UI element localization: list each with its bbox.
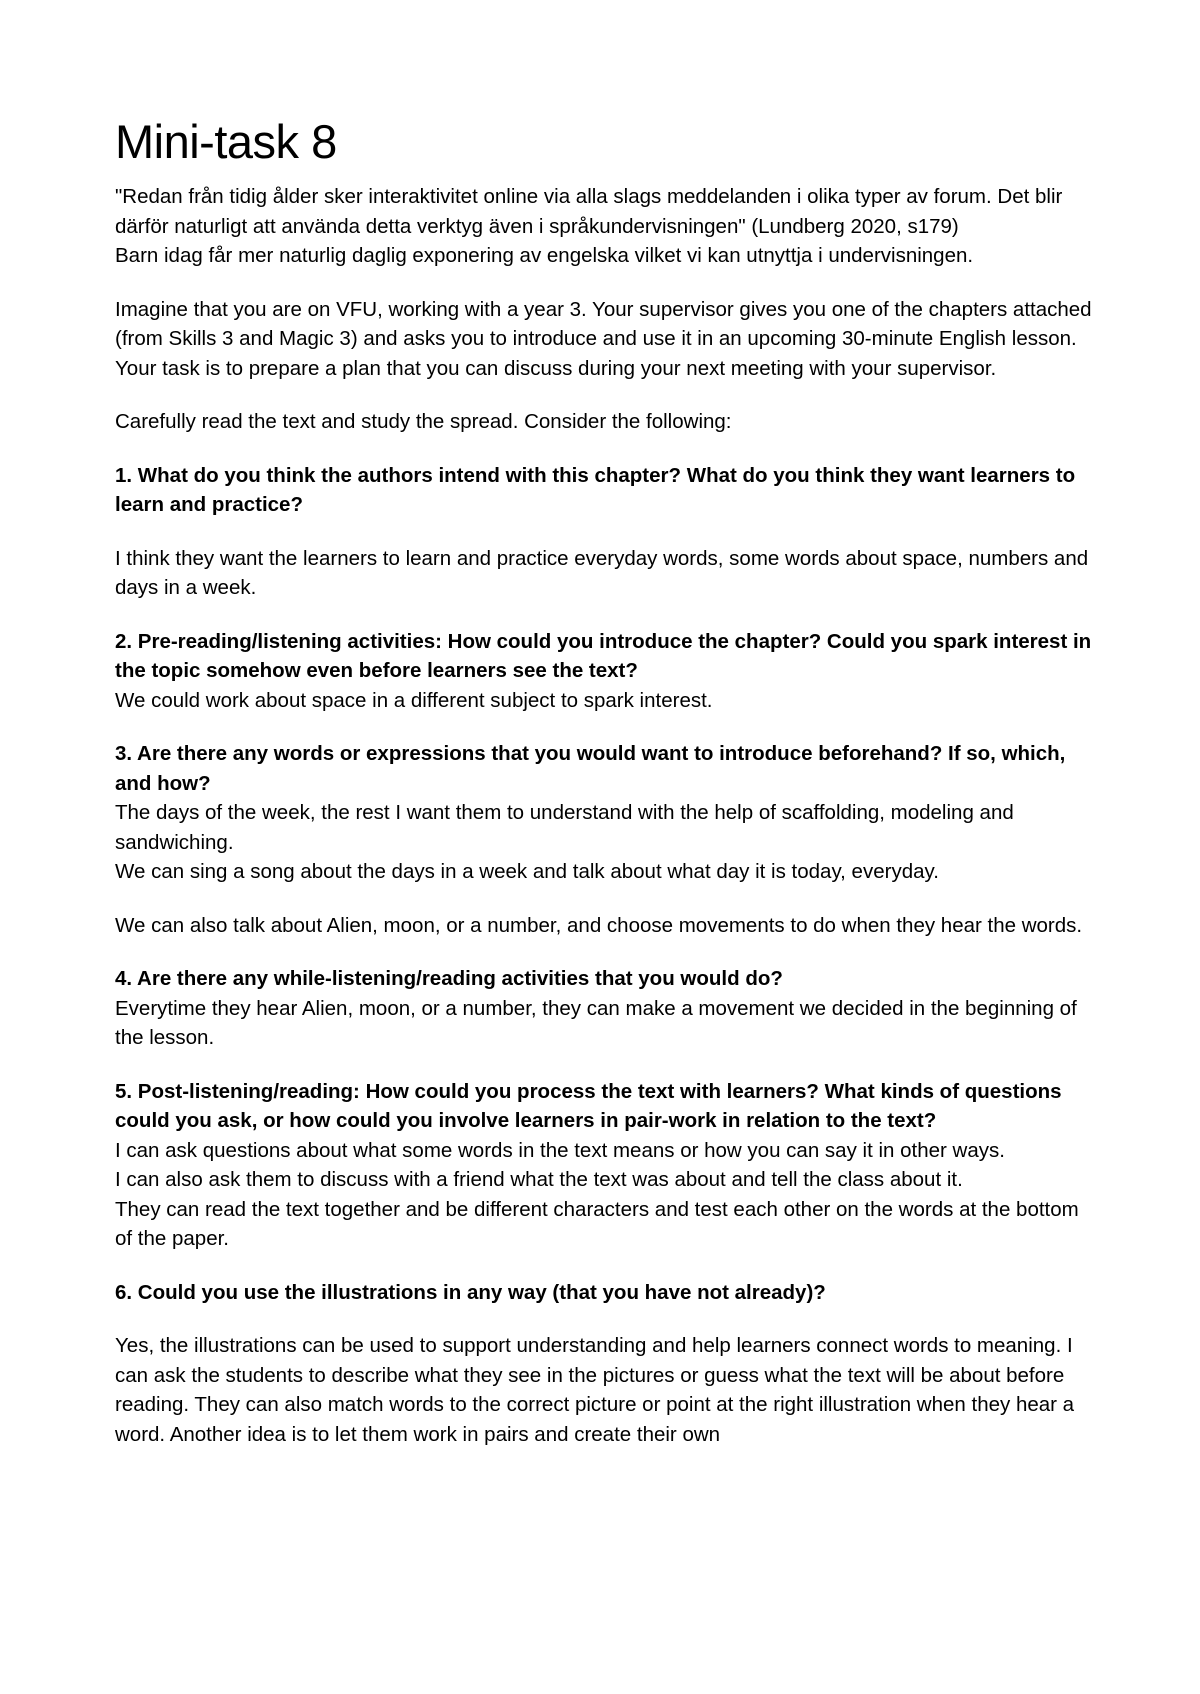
answer-5-part-1: I can ask questions about what some words in the text means or how you can say it in other ways. (115, 1138, 1005, 1162)
answer-1: I think they want the learners to learn and practice everyday words, some words about space, numbers and days in a week. (115, 546, 1089, 599)
document-page (115, 112, 1095, 1449)
answer-2: We could work about space in a different subject to spark interest. (115, 688, 713, 712)
question-3: 3. Are there any words or expressions that you would want to introduce beforehand? If so, which, and how? (115, 742, 1066, 795)
answer-4: Everytime they hear Alien, moon, or a number, they can make a movement we decided in the beginning of the lesson. (115, 996, 1077, 1049)
answer-3-part-1: The days of the week, the rest I want them to understand with the help of scaffolding, modeling and sandwiching. (115, 801, 1014, 854)
answer-5-part-3: They can read the text together and be different characters and test each other on the words at the bottom of the paper. (115, 1197, 1079, 1250)
instruction-paragraph: Carefully read the text and study the spread. Consider the following: (115, 410, 732, 433)
question-5: 5. Post-listening/reading: How could you process the text with learners? What kinds of questions could you ask, or how could you involve learners in pair-work in relation to the text? (115, 1079, 1062, 1132)
page-title: Mini-task 8 (115, 115, 337, 168)
answer-6: Yes, the illustrations can be used to support understanding and help learners connect words to meaning. I can ask the students to describe what they see in the pictures or guess what the text will be about before reading. They can also match words to the correct picture or point at the right illustration when they hear a word. Another idea is to let them work in pairs and create their own (115, 1334, 1075, 1446)
intro-note: Barn idag får mer naturlig daglig exponering av engelska vilket vi kan utnyttja i undervisningen. (115, 244, 974, 267)
answer-3-part-3: We can also talk about Alien, moon, or a number, and choose movements to do when they hear the words. (115, 913, 1083, 937)
question-2: 2. Pre-reading/listening activities: How could you introduce the chapter? Could you spark interest in the topic somehow even before learners see the text? (115, 629, 1092, 682)
question-4: 4. Are there any while-listening/reading activities that you would do? (115, 967, 783, 990)
scenario-paragraph: Imagine that you are on VFU, working with a year 3. Your supervisor gives you one of the chapters attached (from Skills 3 and Magic 3) and asks you to introduce and use it in an upcoming 30-minute English lesson. Your task is to prepare a plan that you can discuss during your next meeting with your supervisor. (115, 297, 1092, 380)
answer-5-part-2: I can also ask them to discuss with a friend what the text was about and tell the class about it. (115, 1168, 963, 1191)
intro-quote: "Redan från tidig ålder sker interaktivitet online via alla slags meddelanden i olika typer av forum. Det blir därför naturligt att använda detta verktyg även i språkundervisningen" (Lundberg 2020, s179) (115, 185, 1063, 238)
question-1: 1. What do you think the authors intend with this chapter? What do you think they want learners to learn and practice? (115, 463, 1076, 516)
answer-3-part-2: We can sing a song about the days in a week and talk about what day it is today, everyday. (115, 860, 939, 883)
question-6: 6. Could you use the illustrations in any way (that you have not already)? (115, 1280, 826, 1304)
